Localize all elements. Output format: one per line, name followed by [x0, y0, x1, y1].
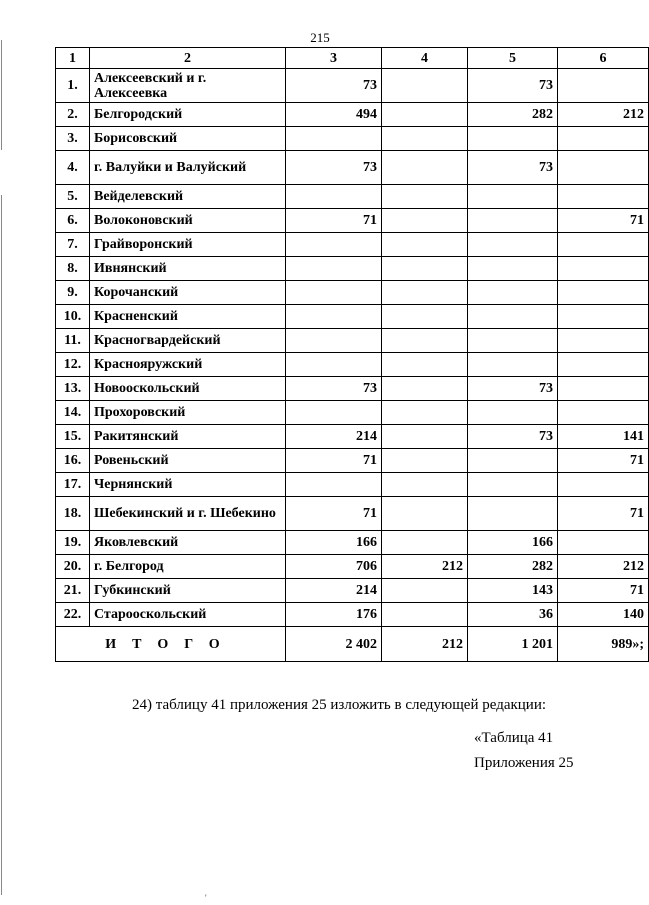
- row-col4: [382, 329, 468, 353]
- row-col5: [468, 401, 558, 425]
- row-col3: [286, 353, 382, 377]
- district-name: Грайворонский: [90, 233, 286, 257]
- row-number: 12.: [56, 353, 90, 377]
- table-caption-line1: «Таблица 41: [474, 730, 554, 746]
- row-col3: 706: [286, 555, 382, 579]
- row-number: 13.: [56, 377, 90, 401]
- row-col3: [286, 281, 382, 305]
- row-col4: [382, 185, 468, 209]
- row-col5: 36: [468, 603, 558, 627]
- table-row: [56, 127, 649, 151]
- row-col3: [286, 473, 382, 497]
- row-col5: 282: [468, 103, 558, 127]
- row-number: 6.: [56, 209, 90, 233]
- row-col5: 166: [468, 531, 558, 555]
- district-name: г. Белгород: [90, 555, 286, 579]
- row-col3: 176: [286, 603, 382, 627]
- row-col4: [382, 233, 468, 257]
- district-name: г. Валуйки и Валуйский: [90, 151, 286, 185]
- row-col5: 282: [468, 555, 558, 579]
- row-col5: [468, 127, 558, 151]
- header-cell: 1: [56, 48, 90, 69]
- district-name: Борисовский: [90, 127, 286, 151]
- header-cell: 2: [90, 48, 286, 69]
- footer-mark: ': [205, 893, 207, 903]
- table-row: [56, 209, 649, 233]
- table-caption-line2: Приложения 25: [474, 755, 574, 771]
- row-col5: [468, 281, 558, 305]
- table-row: [56, 531, 649, 555]
- left-edge-mark-bottom: [1, 195, 2, 895]
- row-number: 10.: [56, 305, 90, 329]
- row-col5: 73: [468, 425, 558, 449]
- row-col6: [558, 473, 649, 497]
- row-col3: 214: [286, 425, 382, 449]
- header-cell: 5: [468, 48, 558, 69]
- table-row: [56, 257, 649, 281]
- row-col6: 140: [558, 603, 649, 627]
- row-col4: [382, 377, 468, 401]
- district-name: Ивнянский: [90, 257, 286, 281]
- total-col4: 212: [382, 627, 468, 662]
- row-col5: [468, 353, 558, 377]
- header-cell: 3: [286, 48, 382, 69]
- row-number: 19.: [56, 531, 90, 555]
- total-col6: 989»;: [558, 627, 649, 662]
- row-col6: [558, 329, 649, 353]
- row-number: 3.: [56, 127, 90, 151]
- row-number: 8.: [56, 257, 90, 281]
- header-cell: 4: [382, 48, 468, 69]
- row-col3: [286, 257, 382, 281]
- table-row: [56, 579, 649, 603]
- district-name: Яковлевский: [90, 531, 286, 555]
- left-edge-mark-top: [1, 40, 2, 150]
- district-name: Прохоровский: [90, 401, 286, 425]
- row-col5: [468, 449, 558, 473]
- row-col3: [286, 329, 382, 353]
- row-number: 14.: [56, 401, 90, 425]
- table-header-row: [56, 48, 649, 69]
- row-col6: [558, 185, 649, 209]
- row-col6: [558, 305, 649, 329]
- row-col6: [558, 377, 649, 401]
- row-col4: [382, 425, 468, 449]
- table-row: [56, 603, 649, 627]
- district-name: Ровеньский: [90, 449, 286, 473]
- district-name: Красногвардейский: [90, 329, 286, 353]
- district-name: Вейделевский: [90, 185, 286, 209]
- table-row: [56, 449, 649, 473]
- row-col3: 71: [286, 209, 382, 233]
- row-col5: 73: [468, 151, 558, 185]
- district-name: Краснояружский: [90, 353, 286, 377]
- district-name: Шебекинский и г. Шебекино: [90, 497, 286, 531]
- table-row: [56, 329, 649, 353]
- row-col4: [382, 449, 468, 473]
- row-number: 15.: [56, 425, 90, 449]
- row-col3: 73: [286, 69, 382, 103]
- row-col3: 71: [286, 449, 382, 473]
- row-col3: [286, 233, 382, 257]
- row-number: 22.: [56, 603, 90, 627]
- district-name: Старооскольский: [90, 603, 286, 627]
- row-number: 11.: [56, 329, 90, 353]
- table-row: [56, 69, 649, 103]
- row-col5: [468, 329, 558, 353]
- row-col5: 73: [468, 377, 558, 401]
- table-row: [56, 401, 649, 425]
- district-name: Губкинский: [90, 579, 286, 603]
- table-row: [56, 473, 649, 497]
- row-col6: [558, 531, 649, 555]
- header-cell: 6: [558, 48, 649, 69]
- district-name: Корочанский: [90, 281, 286, 305]
- row-number: 4.: [56, 151, 90, 185]
- row-col5: [468, 497, 558, 531]
- row-col6: [558, 127, 649, 151]
- row-col5: [468, 209, 558, 233]
- row-number: 2.: [56, 103, 90, 127]
- row-col6: [558, 401, 649, 425]
- district-name: Белгородский: [90, 103, 286, 127]
- row-col3: 73: [286, 377, 382, 401]
- table-row: [56, 151, 649, 185]
- row-col6: [558, 353, 649, 377]
- instruction-text: 24) таблицу 41 приложения 25 изложить в следующей редакции:: [132, 697, 547, 713]
- table-row: [56, 425, 649, 449]
- row-col5: 73: [468, 69, 558, 103]
- row-col6: 212: [558, 555, 649, 579]
- row-col4: [382, 281, 468, 305]
- row-col4: [382, 257, 468, 281]
- table-row: [56, 497, 649, 531]
- row-col3: [286, 127, 382, 151]
- row-number: 18.: [56, 497, 90, 531]
- table-row: [56, 555, 649, 579]
- row-col6: [558, 151, 649, 185]
- row-col4: [382, 151, 468, 185]
- table-row: [56, 305, 649, 329]
- row-col4: [382, 103, 468, 127]
- row-col3: 71: [286, 497, 382, 531]
- row-col5: [468, 305, 558, 329]
- row-col4: [382, 69, 468, 103]
- row-col5: [468, 257, 558, 281]
- row-number: 21.: [56, 579, 90, 603]
- district-name: Алексеевский и г. Алексеевка: [90, 69, 286, 103]
- district-name: Ракитянский: [90, 425, 286, 449]
- row-col3: [286, 305, 382, 329]
- row-col5: 143: [468, 579, 558, 603]
- row-number: 1.: [56, 69, 90, 103]
- table-row: [56, 281, 649, 305]
- total-label: ИТОГО: [56, 627, 286, 662]
- row-col6: 212: [558, 103, 649, 127]
- row-col6: 71: [558, 497, 649, 531]
- row-number: 20.: [56, 555, 90, 579]
- page-number: 215: [310, 30, 330, 45]
- table-row: [56, 103, 649, 127]
- row-col6: 71: [558, 579, 649, 603]
- table-row: [56, 233, 649, 257]
- row-col4: [382, 497, 468, 531]
- row-number: 7.: [56, 233, 90, 257]
- row-col4: 212: [382, 555, 468, 579]
- row-col6: [558, 281, 649, 305]
- table-row: [56, 185, 649, 209]
- district-name: Красненский: [90, 305, 286, 329]
- table-row: [56, 353, 649, 377]
- row-col4: [382, 305, 468, 329]
- row-col4: [382, 353, 468, 377]
- district-name: Чернянский: [90, 473, 286, 497]
- row-col5: [468, 473, 558, 497]
- row-col4: [382, 579, 468, 603]
- row-col6: 71: [558, 449, 649, 473]
- row-number: 5.: [56, 185, 90, 209]
- row-col3: 166: [286, 531, 382, 555]
- district-name: Волоконовский: [90, 209, 286, 233]
- row-col5: [468, 185, 558, 209]
- row-col5: [468, 233, 558, 257]
- table-row: [56, 377, 649, 401]
- row-col4: [382, 127, 468, 151]
- row-col3: [286, 185, 382, 209]
- row-col3: [286, 401, 382, 425]
- row-col4: [382, 603, 468, 627]
- row-col6: 141: [558, 425, 649, 449]
- total-col5: 1 201: [468, 627, 558, 662]
- row-col4: [382, 401, 468, 425]
- row-col4: [382, 209, 468, 233]
- row-number: 9.: [56, 281, 90, 305]
- row-col6: [558, 233, 649, 257]
- districts-table: [55, 47, 649, 662]
- row-number: 16.: [56, 449, 90, 473]
- row-col4: [382, 473, 468, 497]
- row-number: 17.: [56, 473, 90, 497]
- total-col3: 2 402: [286, 627, 382, 662]
- total-row: [56, 627, 649, 662]
- row-col3: 214: [286, 579, 382, 603]
- row-col6: [558, 257, 649, 281]
- row-col4: [382, 531, 468, 555]
- row-col3: 494: [286, 103, 382, 127]
- row-col3: 73: [286, 151, 382, 185]
- row-col6: 71: [558, 209, 649, 233]
- district-name: Новооскольский: [90, 377, 286, 401]
- row-col6: [558, 69, 649, 103]
